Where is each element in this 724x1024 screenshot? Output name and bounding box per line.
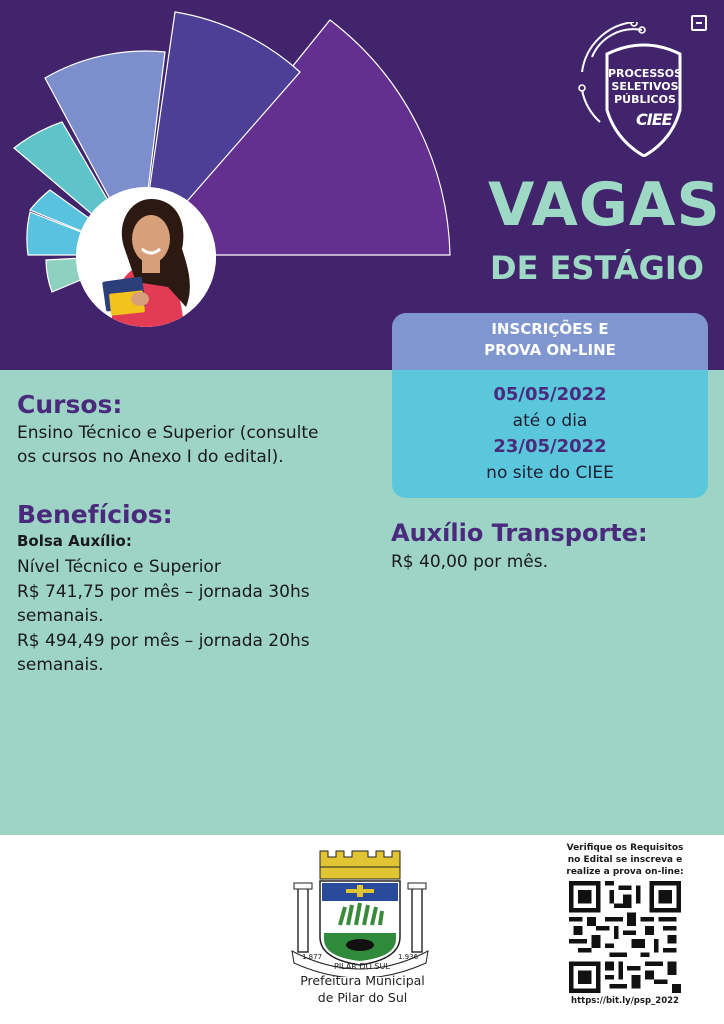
- page-subtitle: DE ESTÁGIO: [490, 249, 704, 287]
- coat-of-arms-icon: [290, 847, 430, 977]
- beneficios-line-3: semanais.: [17, 606, 104, 626]
- cursos-heading: Cursos:: [17, 390, 123, 419]
- transporte-value: R$ 40,00 por mês.: [391, 552, 548, 572]
- crest-banner: PILAR DO SUL: [334, 962, 390, 971]
- cursos-line-2: os cursos no Anexo I do edital).: [17, 447, 284, 467]
- ciee-logo: CIEE: [636, 110, 672, 129]
- crest-year-left: 1.877: [302, 953, 323, 961]
- beneficios-line-2: R$ 741,75 por mês – jornada 30hs: [17, 582, 310, 602]
- crest-year-right: 1.936: [398, 953, 419, 961]
- registration-dates: [392, 370, 708, 498]
- document-icon: [691, 15, 707, 31]
- start-date: 05/05/2022: [493, 384, 607, 405]
- registration-box: [392, 313, 708, 498]
- student-photo: [76, 187, 216, 327]
- beneficios-line-1: Nível Técnico e Superior: [17, 557, 221, 577]
- cursos-line-1: Ensino Técnico e Superior (consulte: [17, 423, 319, 443]
- qr-url[interactable]: https://bit.ly/psp_2022: [571, 996, 679, 1006]
- qr-code[interactable]: [569, 881, 681, 993]
- end-date: 23/05/2022: [493, 436, 607, 457]
- beneficios-heading: Benefícios:: [17, 500, 173, 529]
- registration-header: INSCRIÇÕES E PROVA ON-LINE: [392, 313, 708, 370]
- psp-badge-text: PROCESSOS SELETIVOS PÚBLICOS: [607, 67, 683, 106]
- decorative-fan-graphic: [0, 0, 470, 300]
- until-label: até o dia: [512, 411, 588, 431]
- beneficios-line-4: R$ 494,49 por mês – jornada 20hs: [17, 631, 310, 651]
- bolsa-auxilio-heading: Bolsa Auxílio:: [17, 532, 132, 550]
- transporte-heading: Auxílio Transporte:: [391, 519, 648, 547]
- site-label: no site do CIEE: [486, 463, 614, 483]
- beneficios-line-5: semanais.: [17, 655, 104, 675]
- page-title: VAGAS: [488, 170, 721, 240]
- qr-instructions: Verifique os Requisitos no Edital se inscreva e realize a prova on-line:: [566, 843, 684, 877]
- prefeitura-label: Prefeitura Municipal de Pilar do Sul: [300, 973, 425, 1005]
